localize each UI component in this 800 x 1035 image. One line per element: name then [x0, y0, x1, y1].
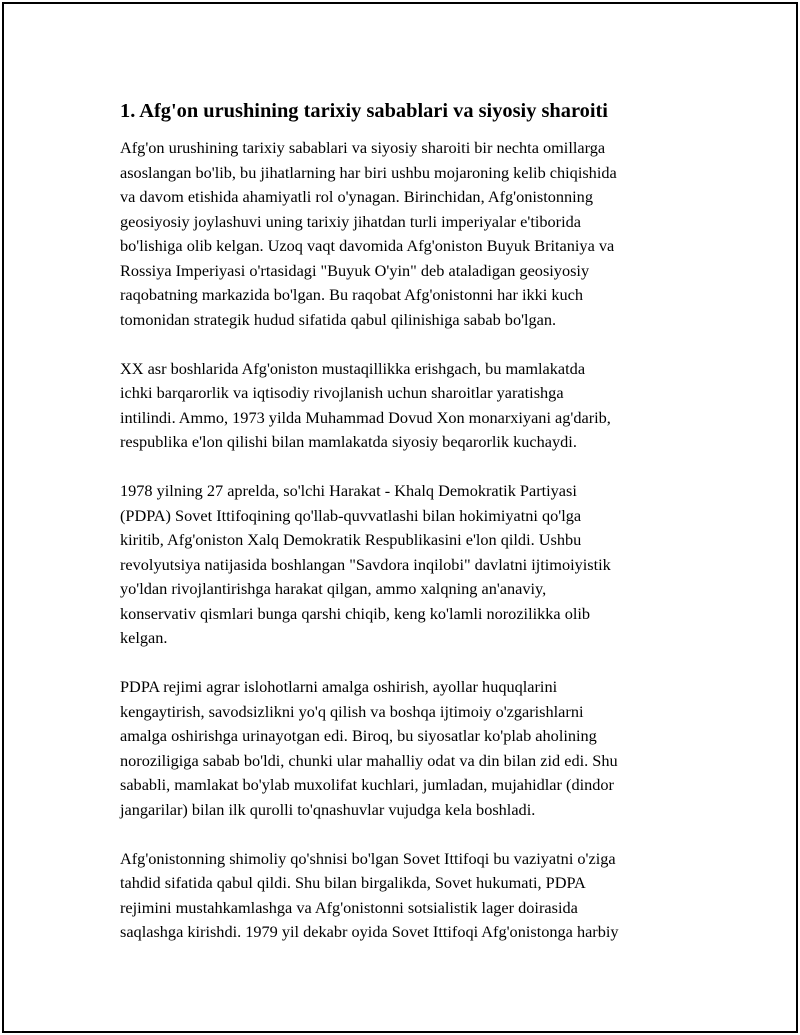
text-line: revolyutsiya natijasida boshlangan "Savdora inqilobi" davlatni ijtimoiyistik: [120, 554, 611, 574]
paragraph-4: [120, 675, 692, 822]
paragraph-5: [120, 847, 692, 945]
text-line: sababli, mamlakat bo'ylab muxolifat kuchlari, jumladan, mujahidlar (dindor: [120, 775, 614, 794]
paragraph-3: [120, 479, 692, 651]
text-line: konservativ qismlari bunga qarshi chiqib, keng ko'lamli norozilikka olib: [120, 603, 591, 623]
text-line: XX asr boshlarida Afg'oniston mustaqillikka erishgach, bu mamlakatda: [120, 358, 586, 378]
text-line: geosiyosiy joylashuvi uning tarixiy jihatdan turli imperiyalar e'tiborida: [120, 211, 581, 231]
text-line: noroziligiga sabab bo'ldi, chunki ular mahalliy odat va din bilan zid edi. Shu: [120, 750, 618, 770]
text-line: kiritib, Afg'oniston Xalq Demokratik Respublikasini e'lon qildi. Ushbu: [120, 530, 582, 549]
paragraph-1: [120, 136, 692, 332]
text-line: intilindi. Ammo, 1973 yilda Muhammad Dovud Xon monarxiyani ag'darib,: [120, 407, 611, 427]
text-line: jangarilar) bilan ilk qurolli to'qnashuvlar vujudga kela boshladi.: [120, 799, 536, 819]
paragraph-2: [120, 357, 692, 455]
text-line: yo'ldan rivojlantirishga harakat qilgan, ammo xalqning an'anaviy,: [120, 579, 547, 598]
document-page: [2, 2, 798, 1033]
text-line: ichki barqarorlik va iqtisodiy rivojlanish uchun sharoitlar yaratishga: [120, 383, 564, 402]
text-line: kelgan.: [120, 628, 168, 647]
text-line: Rossiya Imperiyasi o'rtasidagi "Buyuk O'yin" deb ataladigan geosiyosiy: [120, 260, 590, 280]
text-line: tomonidan strategik hudud sifatida qabul qilinishiga sabab bo'lgan.: [120, 309, 557, 329]
text-line: PDPA rejimi agrar islohotlarni amalga oshirish, ayollar huquqlarini: [120, 677, 558, 696]
text-line: tahdid sifatida qabul qildi. Shu bilan birgalikda, Sovet hukumati, PDPA: [120, 873, 586, 892]
text-line: Afg'onistonning shimoliy qo'shnisi bo'lgan Sovet Ittifoqi bu vaziyatni o'ziga: [120, 848, 616, 868]
text-line: (PDPA) Sovet Ittifoqining qo'llab-quvvatlashi bilan hokimiyatni qo'lga: [120, 505, 582, 525]
text-line: respublika e'lon qilishi bilan mamlakatda siyosiy beqarorlik kuchaydi.: [120, 432, 577, 451]
document-body: [120, 98, 692, 969]
text-line: Afg'on urushining tarixiy sabablari va siyosiy sharoiti bir nechta omillarga: [120, 138, 606, 157]
text-line: bo'lishiga olib kelgan. Uzoq vaqt davomida Afg'oniston Buyuk Britaniya va: [120, 236, 615, 255]
text-line: raqobatning markazida bo'lgan. Bu raqobat Afg'onistonni har ikki kuch: [120, 285, 583, 304]
section-heading: 1. Afg'on urushining tarixiy sabablari va siyosiy sharoiti: [120, 100, 608, 122]
text-line: amalga oshirishga urinayotgan edi. Biroq, bu siyosatlar ko'plab aholining: [120, 726, 597, 745]
text-line: saqlashga kirishdi. 1979 yil dekabr oyida Sovet Ittifoqi Afg'onistonga harbiy: [120, 922, 619, 941]
text-line: asoslangan bo'lib, bu jihatlarning har biri ushbu mojaroning kelib chiqishida: [120, 162, 617, 182]
text-line: 1978 yilning 27 aprelda, so'lchi Harakat - Khalq Demokratik Partiyasi: [120, 481, 577, 500]
text-line: kengaytirish, savodsizlikni yo'q qilish va boshqa ijtimoiy o'zgarishlarni: [120, 701, 584, 721]
text-line: va davom etishida ahamiyatli rol o'ynagan. Birinchidan, Afg'onistonning: [120, 187, 593, 206]
text-line: rejimini mustahkamlashga va Afg'onistonni sotsialistik lager doirasida: [120, 897, 578, 917]
